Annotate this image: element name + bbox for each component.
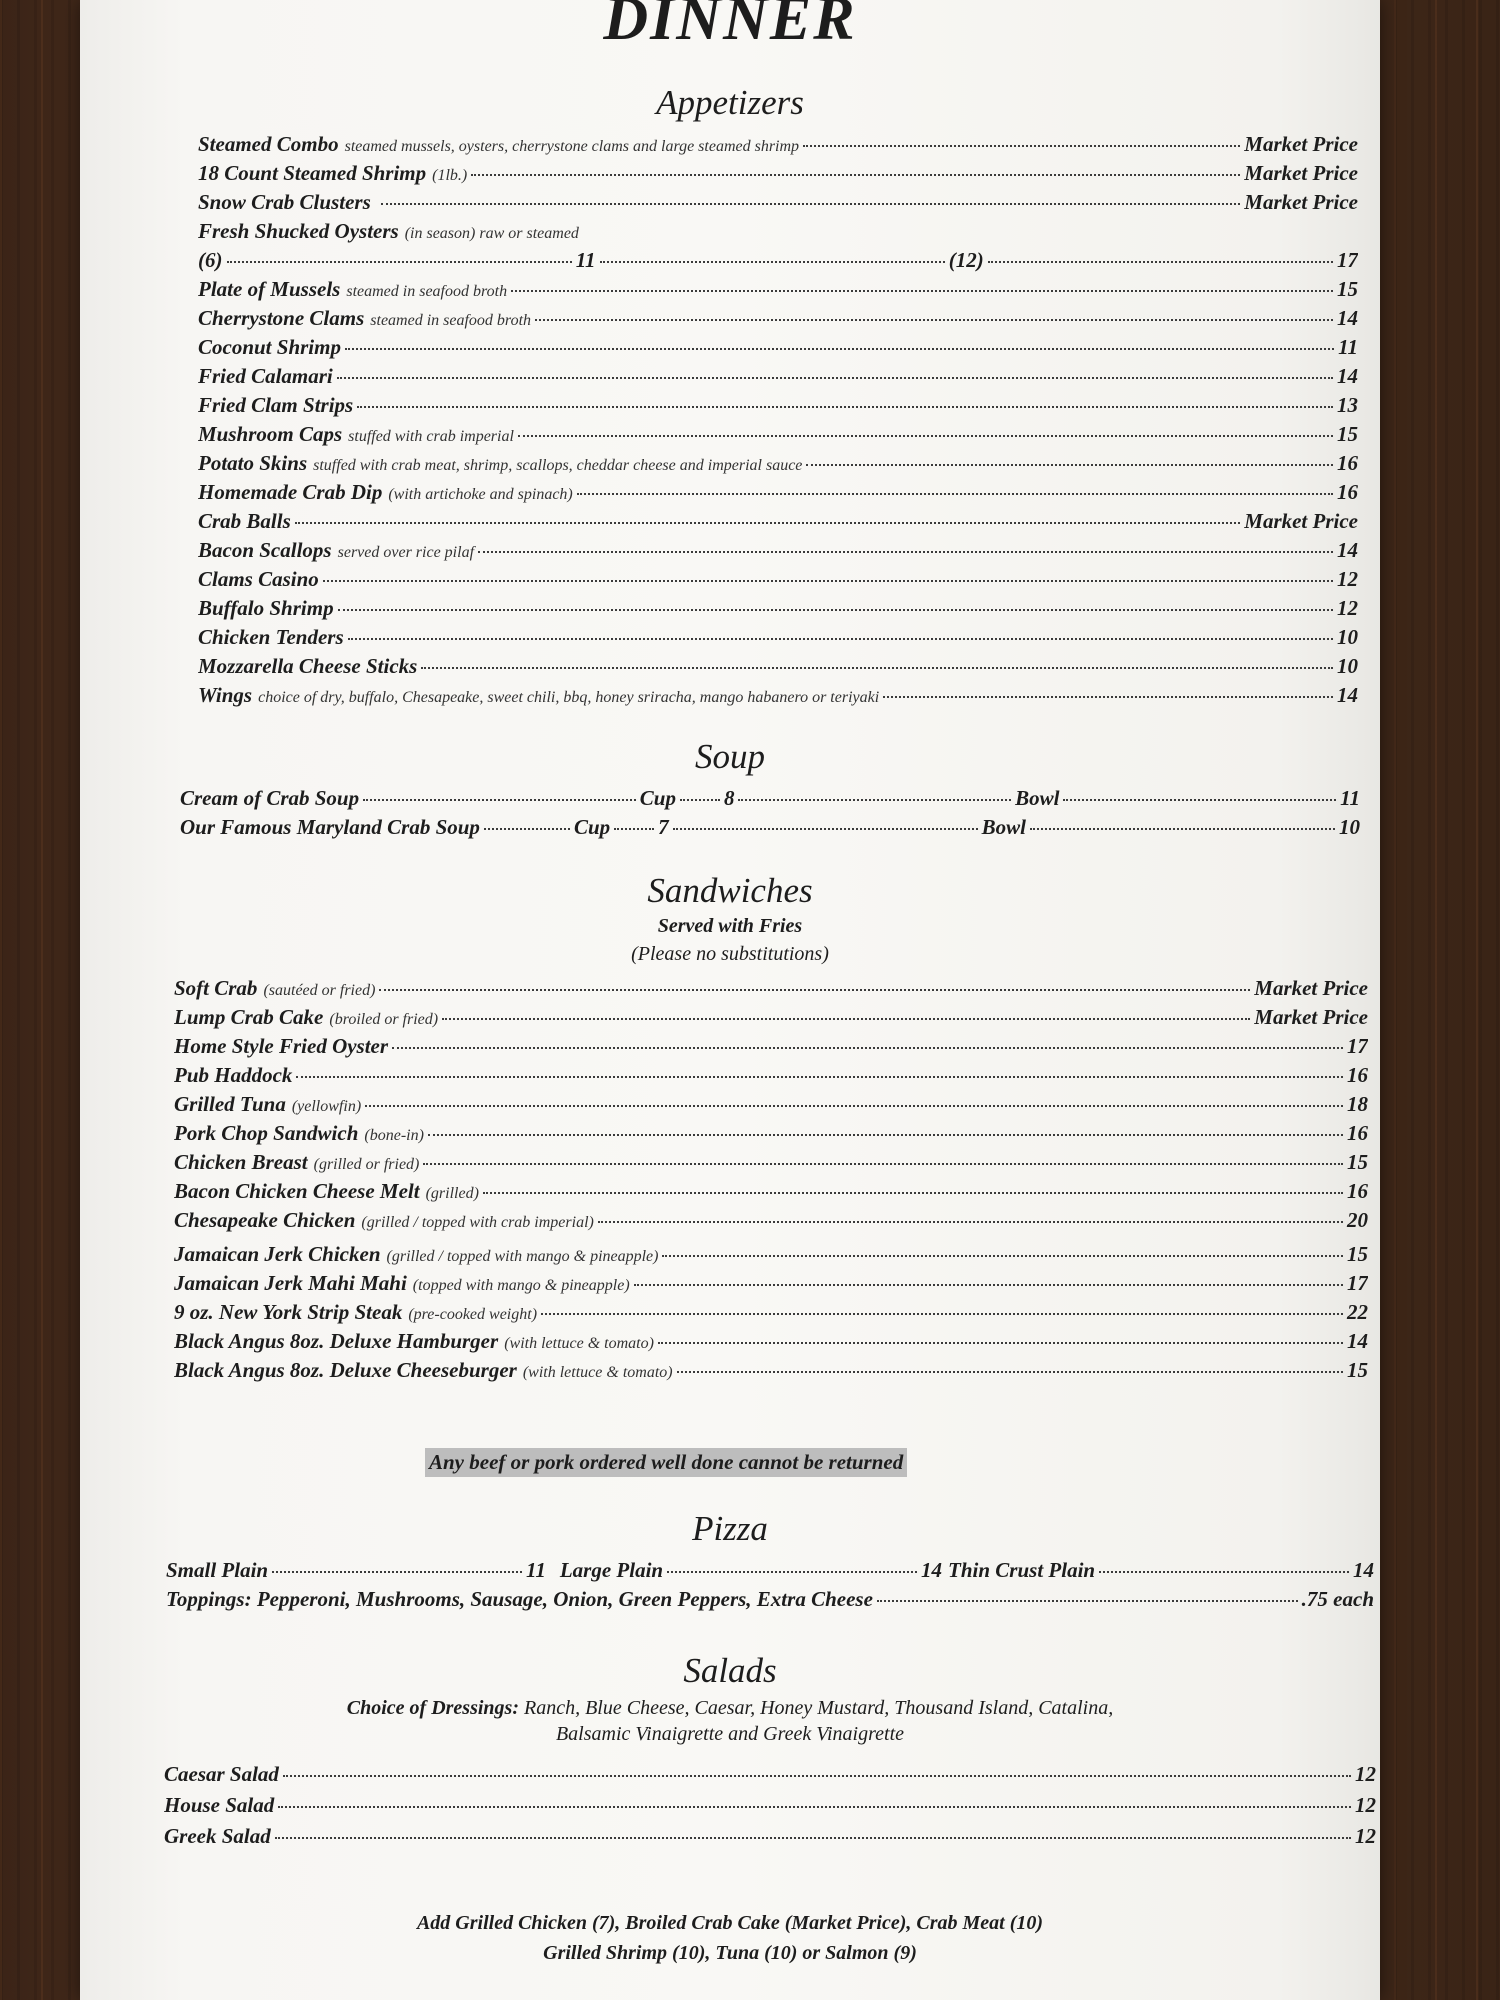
- leader-dots: [883, 696, 1333, 698]
- item-price: 10: [1337, 654, 1358, 678]
- leader-dots: [379, 989, 1250, 991]
- soup-item: [180, 815, 1360, 844]
- item-name: Crab Balls: [198, 509, 291, 533]
- item-price: 14: [1337, 683, 1358, 707]
- leader-dots: [423, 1163, 1343, 1165]
- menu-item: [198, 132, 1358, 161]
- item-price: 15: [1347, 1150, 1368, 1174]
- sandwiches-section: [80, 872, 1380, 967]
- item-name: House Salad: [164, 1793, 275, 1817]
- item-note: (grilled): [425, 1185, 479, 1202]
- item-price: Market Price: [1244, 132, 1358, 156]
- item-name: Pub Haddock: [174, 1063, 293, 1087]
- leader-dots: [877, 1600, 1298, 1602]
- item-note: steamed in seafood broth: [346, 283, 508, 300]
- menu-item: [174, 1329, 1368, 1358]
- leader-dots: [634, 1284, 1343, 1286]
- menu-item: [198, 277, 1358, 306]
- leader-dots: [381, 203, 1241, 205]
- menu-item: [198, 161, 1358, 190]
- bowl-price: 11: [1340, 786, 1360, 810]
- leader-dots: [272, 1571, 522, 1573]
- menu-item: [198, 422, 1358, 451]
- item-name: Steamed Combo: [198, 132, 339, 156]
- leader-dots: [667, 1571, 917, 1573]
- item-note: (with artichoke and spinach): [388, 486, 573, 503]
- item-name: Soft Crab: [174, 976, 258, 1000]
- cup-price: 8: [723, 786, 735, 810]
- menu-item: [174, 1300, 1368, 1329]
- leader-dots: [614, 828, 654, 830]
- leader-dots: [345, 348, 1334, 350]
- item-price: 12: [1355, 1762, 1376, 1786]
- leader-dots: [511, 290, 1333, 292]
- item-price: Market Price: [1244, 509, 1358, 533]
- item-name: Coconut Shrimp: [198, 335, 341, 359]
- item-price: 12: [1337, 596, 1358, 620]
- menu-item: [198, 451, 1358, 480]
- item-price: Market Price: [1254, 1005, 1368, 1029]
- item-name: Wings: [198, 683, 253, 707]
- leader-dots: [421, 667, 1333, 669]
- item-price: 10: [1337, 625, 1358, 649]
- item-name: Clams Casino: [198, 567, 319, 591]
- leader-dots: [337, 377, 1333, 379]
- menu-item: [198, 335, 1358, 364]
- item-price: 20: [1347, 1208, 1368, 1232]
- item-name: Cherrystone Clams: [198, 306, 365, 330]
- item-name: Jamaican Jerk Mahi Mahi: [174, 1271, 407, 1295]
- dressings-list-1: Ranch, Blue Cheese, Caesar, Honey Mustard, Thousand Island, Catalina,: [524, 1696, 1114, 1719]
- item-note: (sautéed or fried): [263, 982, 376, 999]
- leader-dots: [392, 1047, 1343, 1049]
- leader-dots: [535, 319, 1333, 321]
- leader-dots: [323, 580, 1333, 582]
- pizza-section: [80, 1510, 1380, 1549]
- menu-item: [198, 364, 1358, 393]
- item-note: served over rice pilaf: [337, 544, 475, 561]
- item-note: choice of dry, buffalo, Chesapeake, sweet chili, bbq, honey sriracha, mango habanero or teriyaki: [258, 689, 880, 706]
- salad-addons: [80, 1908, 1380, 1968]
- pizza-toppings-row: [166, 1587, 1374, 1616]
- item-name: Bacon Chicken Cheese Melt: [174, 1179, 420, 1203]
- menu-item: [198, 683, 1358, 712]
- item-name: Potato Skins: [198, 451, 308, 475]
- item-name: Fried Calamari: [198, 364, 333, 388]
- item-note: (with lettuce & tomato): [504, 1335, 654, 1352]
- item-price: 17: [1347, 1271, 1368, 1295]
- item-price: 18: [1347, 1092, 1368, 1116]
- oysters-six-label: (6): [198, 248, 223, 272]
- menu-item: [198, 393, 1358, 422]
- menu-item: [198, 306, 1358, 335]
- leader-dots: [275, 1837, 1351, 1839]
- item-name: Snow Crab Clusters: [198, 190, 371, 214]
- no-substitutions-text: (Please no substitutions): [631, 942, 829, 965]
- menu-item: [174, 1005, 1368, 1034]
- menu-item: [174, 1034, 1368, 1063]
- dressings-line: [80, 1695, 1380, 1721]
- leader-dots: [541, 1313, 1343, 1315]
- menu-item: [164, 1793, 1376, 1824]
- item-price: 12: [1355, 1793, 1376, 1817]
- item-name: Greek Salad: [164, 1824, 271, 1848]
- cup-label: Cup: [573, 815, 611, 839]
- leader-dots: [483, 1192, 1343, 1194]
- menu-item: [174, 976, 1368, 1005]
- item-note: (grilled or fried): [313, 1156, 420, 1173]
- oysters-price-row: [198, 248, 1358, 277]
- leader-dots: [428, 1134, 1343, 1136]
- item-price: 15: [1347, 1358, 1368, 1382]
- item-name: Pork Chop Sandwich: [174, 1121, 359, 1145]
- menu-item-oysters: [198, 219, 1358, 248]
- item-price: 14: [1337, 364, 1358, 388]
- toppings-price: .75 each: [1301, 1587, 1374, 1611]
- menu-item: [198, 538, 1358, 567]
- small-plain-price: 11: [526, 1558, 546, 1582]
- menu-item: [198, 480, 1358, 509]
- menu-item: [198, 596, 1358, 625]
- pizza-list: [166, 1558, 1374, 1616]
- well-done-notice: Any beef or pork ordered well done cannot be returned: [425, 1448, 907, 1477]
- leader-dots: [1030, 828, 1335, 830]
- leader-dots: [680, 799, 720, 801]
- cup-label: Cup: [639, 786, 676, 810]
- item-note: steamed in seafood broth: [370, 312, 532, 329]
- menu-item: [174, 1242, 1368, 1271]
- item-price: 16: [1347, 1063, 1368, 1087]
- item-name: Jamaican Jerk Chicken: [174, 1242, 381, 1266]
- item-note: (1lb.): [432, 167, 468, 184]
- menu-page: [80, 0, 1380, 2000]
- item-name: Homemade Crab Dip: [198, 480, 383, 504]
- item-name: Plate of Mussels: [198, 277, 341, 301]
- leader-dots: [363, 799, 636, 801]
- salads-heading: Salads: [683, 1651, 777, 1690]
- item-price: 22: [1347, 1300, 1368, 1324]
- oysters-six-price: 11: [575, 248, 596, 272]
- leader-dots: [283, 1775, 1351, 1777]
- item-note: (in season) raw or steamed: [404, 225, 579, 242]
- dressings-label: Choice of Dressings:: [346, 1696, 519, 1719]
- item-name: Mushroom Caps: [198, 422, 343, 446]
- item-name: Our Famous Maryland Crab Soup: [180, 815, 480, 839]
- page-title: DINNER: [603, 0, 857, 53]
- item-price: 16: [1337, 480, 1358, 504]
- menu-item: [198, 625, 1358, 654]
- menu-item: [164, 1824, 1376, 1855]
- leader-dots: [677, 1371, 1343, 1373]
- pizza-sizes-row: [166, 1558, 1374, 1587]
- large-plain-price: 14: [921, 1558, 943, 1582]
- leader-dots: [803, 145, 1240, 147]
- menu-item: [174, 1092, 1368, 1121]
- leader-dots: [600, 261, 945, 263]
- appetizers-heading: Appetizers: [656, 83, 804, 122]
- item-note: (yellowfin): [291, 1098, 362, 1115]
- leader-dots: [988, 261, 1333, 263]
- menu-item: [198, 654, 1358, 683]
- thin-crust-label: Thin Crust Plain: [948, 1558, 1096, 1582]
- leader-dots: [577, 493, 1333, 495]
- item-price: 14: [1347, 1329, 1368, 1353]
- item-price: 15: [1337, 277, 1358, 301]
- salads-section: [80, 1652, 1380, 1747]
- leader-dots: [471, 174, 1240, 176]
- item-note: (grilled / topped with crab imperial): [361, 1214, 594, 1231]
- oysters-twelve-label: (12): [948, 248, 984, 272]
- menu-item: [174, 1271, 1368, 1300]
- addons-line-1: Add Grilled Chicken (7), Broiled Crab Cake (Market Price), Crab Meat (10): [416, 1912, 1044, 1934]
- leader-dots: [357, 406, 1333, 408]
- item-name: 18 Count Steamed Shrimp: [198, 161, 427, 185]
- item-name: 9 oz. New York Strip Steak: [174, 1300, 403, 1324]
- sandwiches-heading: Sandwiches: [647, 871, 813, 910]
- item-price: 11: [1338, 335, 1358, 359]
- thin-crust-price: 14: [1352, 1558, 1374, 1582]
- salads-list: [164, 1762, 1376, 1855]
- toppings-label: Toppings: Pepperoni, Mushrooms, Sausage, Onion, Green Peppers, Extra Cheese: [166, 1587, 873, 1611]
- bowl-label: Bowl: [1015, 786, 1060, 810]
- leader-dots: [598, 1221, 1343, 1223]
- leader-dots: [296, 1076, 1343, 1078]
- leader-dots: [484, 828, 570, 830]
- item-note: (broiled or fried): [329, 1011, 439, 1028]
- leader-dots: [442, 1018, 1250, 1020]
- item-price: 14: [1337, 306, 1358, 330]
- item-price: 16: [1337, 451, 1358, 475]
- item-name: Mozzarella Cheese Sticks: [198, 654, 418, 678]
- item-price: Market Price: [1244, 190, 1358, 214]
- leader-dots: [365, 1105, 1343, 1107]
- soup-item: [180, 786, 1360, 815]
- item-name: Caesar Salad: [164, 1762, 279, 1786]
- oysters-twelve-price: 17: [1337, 248, 1358, 272]
- item-price: 12: [1337, 567, 1358, 591]
- item-name: Black Angus 8oz. Deluxe Cheeseburger: [174, 1358, 517, 1382]
- bowl-label: Bowl: [981, 815, 1026, 839]
- pizza-heading: Pizza: [692, 1509, 768, 1548]
- small-plain-label: Small Plain: [166, 1558, 269, 1582]
- leader-dots: [673, 828, 978, 830]
- leader-dots: [658, 1342, 1343, 1344]
- item-note: stuffed with crab imperial: [348, 428, 514, 445]
- item-note: (with lettuce & tomato): [522, 1364, 673, 1381]
- item-price: 15: [1337, 422, 1358, 446]
- menu-item: [164, 1762, 1376, 1793]
- item-price: 15: [1347, 1242, 1368, 1266]
- item-price: 16: [1347, 1179, 1368, 1203]
- item-name: Black Angus 8oz. Deluxe Hamburger: [174, 1329, 499, 1353]
- leader-dots: [348, 638, 1333, 640]
- item-note: (topped with mango & pineapple): [412, 1277, 630, 1294]
- leader-dots: [806, 464, 1333, 466]
- item-price: Market Price: [1254, 976, 1368, 1000]
- leader-dots: [295, 522, 1240, 524]
- cup-price: 7: [658, 815, 669, 839]
- item-price: 14: [1337, 538, 1358, 562]
- item-name: Chicken Breast: [174, 1150, 308, 1174]
- soup-list: [180, 786, 1360, 844]
- item-name: Chesapeake Chicken: [174, 1208, 356, 1232]
- item-name: Chicken Tenders: [198, 625, 344, 649]
- item-name: Lump Crab Cake: [174, 1005, 324, 1029]
- item-name: Buffalo Shrimp: [198, 596, 334, 620]
- menu-item: [174, 1063, 1368, 1092]
- leader-dots: [338, 609, 1333, 611]
- leader-dots: [738, 799, 1011, 801]
- dressings-list-2: Balsamic Vinaigrette and Greek Vinaigrette: [555, 1722, 905, 1745]
- item-note: (grilled / topped with mango & pineapple): [386, 1248, 659, 1265]
- sandwiches-list: [174, 976, 1368, 1387]
- menu-item: [198, 190, 1358, 219]
- item-name: Fried Clam Strips: [198, 393, 354, 417]
- leader-dots: [478, 551, 1333, 553]
- item-note: stuffed with crab meat, shrimp, scallops, cheddar cheese and imperial sauce: [313, 457, 803, 474]
- item-price: 17: [1347, 1034, 1368, 1058]
- menu-item: [174, 1179, 1368, 1208]
- menu-item: [198, 509, 1358, 538]
- item-note: (pre-cooked weight): [408, 1306, 538, 1323]
- leader-dots: [1099, 1571, 1349, 1573]
- item-name: Grilled Tuna: [174, 1092, 286, 1116]
- item-name: Fresh Shucked Oysters: [198, 219, 399, 243]
- appetizers-section: [80, 84, 1380, 123]
- menu-item: [198, 567, 1358, 596]
- item-price: 13: [1337, 393, 1358, 417]
- item-note: steamed mussels, oysters, cherrystone clams and large steamed shrimp: [344, 138, 800, 155]
- item-price: 12: [1355, 1824, 1376, 1848]
- menu-item: [174, 1150, 1368, 1179]
- served-with-text: Served with Fries: [657, 914, 803, 937]
- soup-heading: Soup: [695, 737, 765, 776]
- item-price: 16: [1347, 1121, 1368, 1145]
- leader-dots: [1063, 799, 1336, 801]
- leader-dots: [518, 435, 1333, 437]
- leader-dots: [662, 1255, 1343, 1257]
- bowl-price: 10: [1339, 815, 1360, 839]
- item-name: Home Style Fried Oyster: [174, 1034, 389, 1058]
- menu-item: [174, 1208, 1368, 1237]
- leader-dots: [278, 1806, 1351, 1808]
- large-plain-label: Large Plain: [559, 1558, 664, 1582]
- item-note: (bone-in): [364, 1127, 424, 1144]
- item-name: Bacon Scallops: [198, 538, 332, 562]
- leader-dots: [227, 261, 572, 263]
- menu-item: [174, 1121, 1368, 1150]
- addons-line-2: Grilled Shrimp (10), Tuna (10) or Salmon (9): [543, 1942, 917, 1964]
- item-name: Cream of Crab Soup: [180, 786, 360, 810]
- item-price: Market Price: [1244, 161, 1358, 185]
- appetizers-list: [198, 132, 1358, 712]
- soup-section: [80, 738, 1380, 777]
- menu-item: [174, 1358, 1368, 1387]
